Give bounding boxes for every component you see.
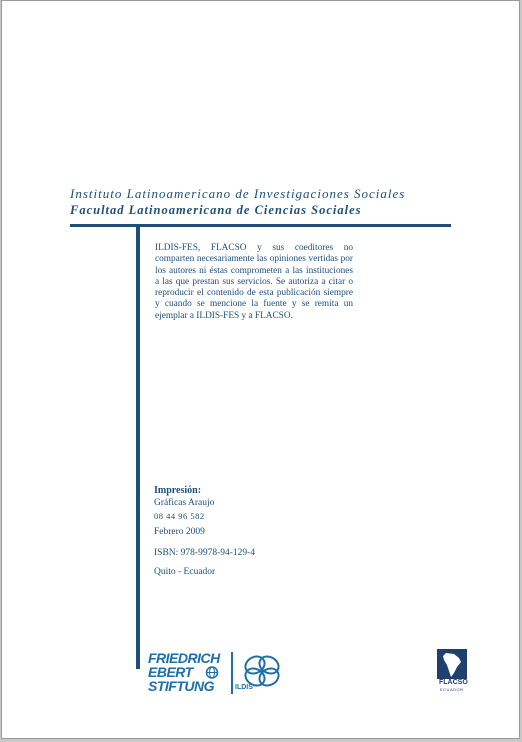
institute-title-1: Instituto Latinoamericano de Investigaciones Sociales [70,186,406,201]
fes-logo-line-1: FRIEDRICH [148,650,220,666]
ildis-label: ILDIS [235,684,253,691]
printing-heading: Impresión: [154,485,202,496]
horizontal-rule [70,224,451,227]
fes-logo-line-2: EBERT [148,664,193,680]
place: Quito - Ecuador [154,567,216,577]
publication-date: Febrero 2009 [154,527,205,537]
flacso-country: ECUADOR [440,687,464,692]
ildis-knot-icon [239,651,285,698]
vertical-rule [136,224,140,669]
printer-phone: 08 44 96 582 [154,511,205,521]
logo-divider [231,652,233,694]
document-page [1,0,520,739]
disclaimer-text: ILDIS-FES, FLACSO y sus coeditores no comparten necesariamente las opiniones vertidas por los autores ni éstas comprometen a las instituciones a las que prestan sus servicios. Se autoriza a citar o reproducir el contenido de esta publicación siempre y cuando se mencione la fuente y se remita un ejemplar a ILDIS-FES y a FLACSO. [155,243,353,321]
printer-name: Gráficas Araujo [154,498,215,508]
fes-logo-line-3: STIFTUNG [148,678,214,694]
institute-title-2: Facultad Latinoamericana de Ciencias Sociales [70,203,362,217]
isbn: ISBN: 978-9978-94-129-4 [154,548,256,558]
flacso-label: FLACSO [439,679,468,686]
